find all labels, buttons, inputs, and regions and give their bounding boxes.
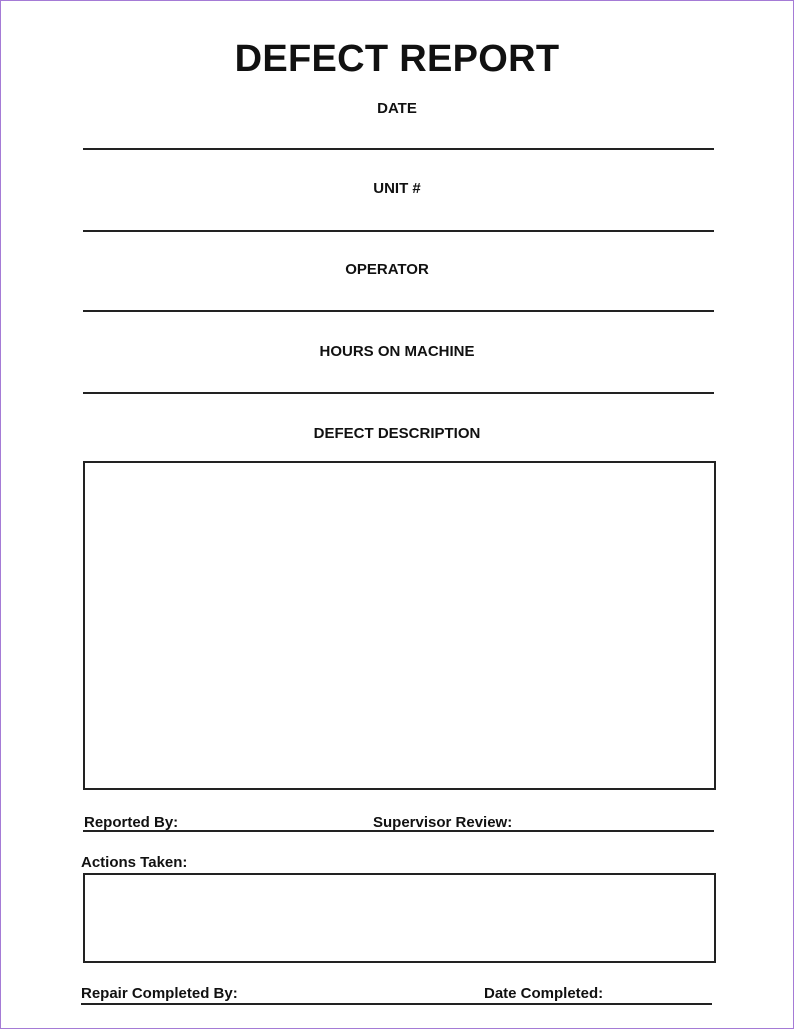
repair-completed-by-label: Repair Completed By: <box>81 985 238 1002</box>
page-title: DEFECT REPORT <box>234 38 560 80</box>
completion-line[interactable] <box>81 1003 712 1005</box>
operator-field-line[interactable] <box>83 310 714 312</box>
operator-label: OPERATOR <box>345 261 429 278</box>
actions-taken-box[interactable] <box>83 873 716 963</box>
date-completed-label: Date Completed: <box>484 985 604 1002</box>
date-field-line[interactable] <box>83 148 714 150</box>
hours-on-machine-label: HOURS ON MACHINE <box>319 343 475 360</box>
unit-field-line[interactable] <box>83 230 714 232</box>
defect-description-label: DEFECT DESCRIPTION <box>313 425 481 442</box>
supervisor-review-label: Supervisor Review: <box>373 814 513 831</box>
reported-by-label: Reported By: <box>84 814 179 831</box>
actions-taken-label: Actions Taken: <box>81 854 188 871</box>
unit-label: UNIT # <box>373 180 421 197</box>
defect-description-box[interactable] <box>83 461 716 790</box>
hours-on-machine-field-line[interactable] <box>83 392 714 394</box>
signoff-line[interactable] <box>83 830 714 832</box>
date-label: DATE <box>377 100 417 117</box>
